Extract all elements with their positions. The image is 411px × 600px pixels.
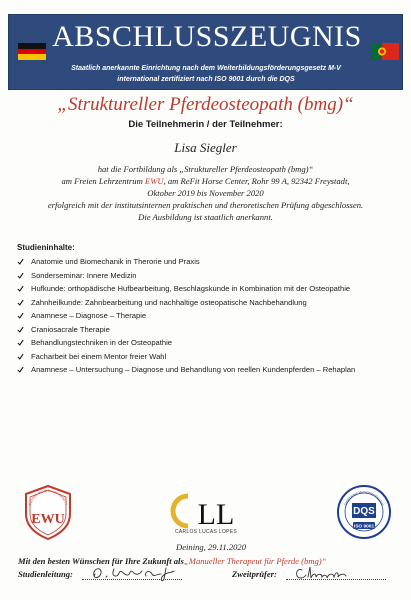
body-line-2-prefix: am Freien Lehrzentrum	[61, 176, 143, 186]
study-contents-title: Studieninhalte:	[17, 243, 75, 252]
header-banner	[8, 14, 403, 90]
study-item-label: Facharbeit bei einem Mentor freier Wahl	[31, 351, 167, 361]
document-title: ABSCHLUSSZEUGNIS	[52, 20, 362, 53]
checkmark-icon	[17, 312, 24, 319]
ewu-seal-icon	[22, 483, 74, 541]
body-line-4: erfolgreich mit der institutsinternen praktischen und theroretischen Prüfung abgeschlossen.	[47, 200, 364, 210]
second-examiner-label: Zweitprüfer:	[232, 569, 277, 579]
ewu-inline-name: EWU	[144, 176, 164, 186]
study-item-label: Anamnese – Untersuchung – Diagnose und Behandlung von reellen Kundenpferden – Rehaplan	[31, 365, 356, 374]
place-and-date: Deining, 29.11.2020	[176, 542, 247, 552]
ewu-letters: EWU	[31, 512, 65, 527]
checkmark-icon	[17, 272, 24, 279]
study-item-label: Hufkunde: orthopädische Hufbearbeitung, Beschlagskunde in Kombination mit der Osteopathie	[31, 284, 351, 293]
study-item-label: Anatomie und Biomechanik in Therorie und Praxis	[31, 257, 200, 266]
study-item-label: Behandlungstechniken in der Osteopathie	[31, 338, 173, 347]
study-item	[17, 271, 402, 285]
study-item	[17, 298, 402, 312]
study-item-label: Craniosacrale Therapie	[31, 324, 110, 334]
body-line-1: hat die Fortbildung als „Struktureller Pferdeosteopath (bmg)“	[97, 164, 314, 174]
recognition-note: Die Ausbildung ist staatlich anerkannt.	[138, 212, 273, 222]
dqs-badge: ISO 9001	[353, 524, 375, 530]
study-item-label: Anamnese – Diagnose – Therapie	[31, 311, 147, 320]
study-item-label: Sonderseminar: Innere Medizin	[31, 270, 137, 280]
course-period: Oktober 2019 bis November 2020	[147, 188, 264, 198]
dqs-ring-text: Zertifiziertes Managementsystem	[343, 489, 385, 507]
study-item-label: Zahnheilkunde: Zahnbearbeitung und nachhaltige osteopatische Nachbehandlung	[31, 297, 307, 307]
closing-wishes: Mit den besten Wünschen für Ihre Zukunft als	[18, 556, 184, 566]
accreditation-line-2: international zertifiziert nach ISO 9001 durch die DQS	[117, 76, 295, 83]
checkmark-icon	[17, 299, 24, 306]
checkmark-icon	[17, 285, 24, 292]
study-lead-signature-line	[82, 579, 182, 580]
body-line-2	[0, 176, 411, 186]
certificate-headline: „Struktureller Pferdeosteopath (bmg)“	[57, 94, 354, 115]
checkmark-icon	[17, 326, 24, 333]
study-contents-list	[17, 257, 402, 379]
recipient-name: Lisa Siegler	[174, 140, 237, 155]
second-examiner-signature	[292, 562, 350, 584]
dqs-iso-seal-icon	[336, 484, 392, 540]
accreditation-line-1: Staatlich anerkannte Einrichtung nach dem Weiterbildungsförderungsgesetz M-V	[71, 65, 341, 72]
study-item	[17, 338, 402, 352]
study-item	[17, 365, 402, 379]
ll-mark: LL	[197, 498, 235, 531]
second-examiner-signature-line	[286, 579, 386, 580]
participant-label: Die Teilnehmerin / der Teilnehmer:	[128, 119, 283, 130]
study-lead-signature	[88, 562, 180, 584]
ll-caption: CARLOS LUCAS LOPES	[174, 529, 238, 535]
checkmark-icon	[17, 339, 24, 346]
body-line-2-suffix: , am ReFit Horse Center, Rohr 99 A, 92342 Freystadt,	[163, 176, 350, 186]
dqs-mark: DQS	[353, 506, 375, 517]
checkmark-icon	[17, 353, 24, 360]
study-item	[17, 311, 402, 325]
study-item	[17, 284, 402, 298]
ewu-ring-text: EQUINE WORLD UNIVERSITY	[27, 488, 69, 506]
checkmark-icon	[17, 366, 24, 373]
german-flag-icon	[18, 43, 46, 60]
study-lead-label: Studienleitung:	[18, 569, 73, 579]
checkmark-icon	[17, 258, 24, 265]
study-item	[17, 352, 402, 366]
study-item	[17, 257, 402, 271]
closing-role: „Manueller Therapeut für Pferde (bmg)“	[184, 556, 327, 566]
study-item	[17, 325, 402, 339]
portuguese-flag-icon	[371, 43, 399, 60]
